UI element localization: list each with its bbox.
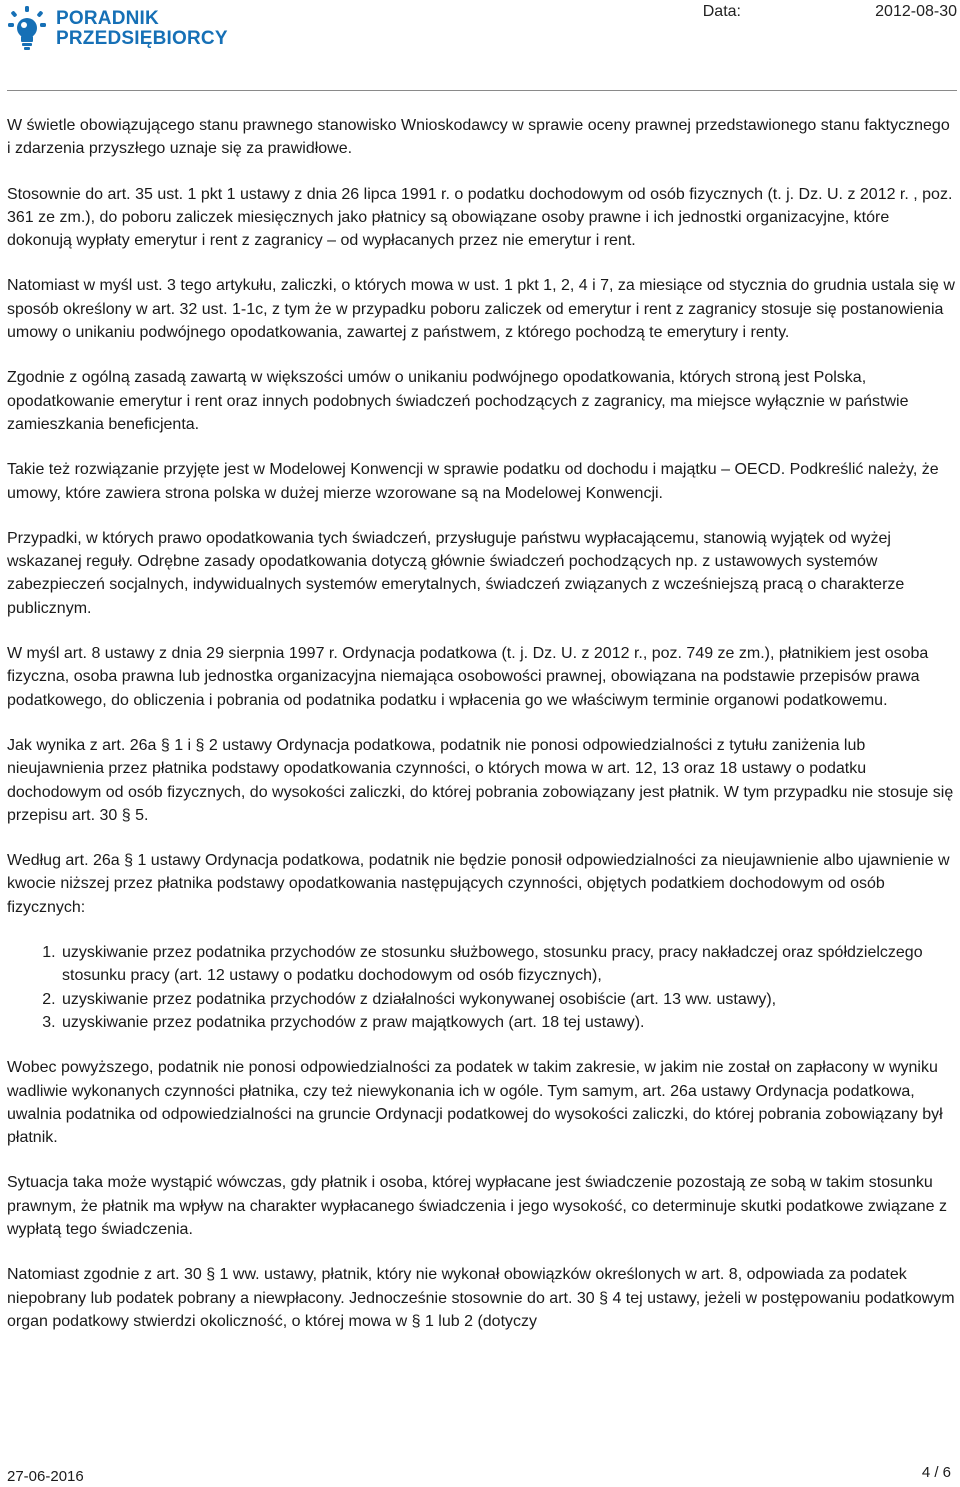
page-number: 4 / 6 <box>921 1464 951 1481</box>
logo-line-2: PRZEDSIĘBIORCY <box>56 28 228 49</box>
logo-text <box>56 9 228 49</box>
paragraph: Wobec powyższego, podatnik nie ponosi odpowiedzialności za podatek w takim zakresie, w jakim nie został on zapłacony w wyniku wadliwie wykonanych czynności płatnika, czy też niewykonania ich w ogóle. Tym samym, art. 26a ustawy Ordynacja podatkowa, uwalnia podatnika od odpowiedzialności na gruncie Ordynacji podatkowej do wysokości zaliczki, do której pobrania zobowiązany był płatnik. <box>7 1059 943 1147</box>
logo-line-1: PORADNIK <box>56 8 159 29</box>
paragraph: Przypadki, w których prawo opodatkowania tych świadczeń, przysługuje państwu wypłacającemu, stanowią wyjątek od wyżej wskazanej reguły. Odrębne zasady opodatkowania dotyczą głównie świadczeń pochodzących np. z ustawowych systemów zabezpieczeń socjalnych, indywidualnych systemów emerytalnych, świadczeń związanych z wcześniejszą pracą o charakterze publicznym. <box>7 529 905 617</box>
footer-date: 27-06-2016 <box>7 1468 84 1485</box>
document-body <box>7 114 957 1355</box>
lightbulb-icon <box>8 6 46 52</box>
paragraph: Według art. 26a § 1 ustawy Ordynacja podatkowa, podatnik nie będzie ponosił odpowiedzialności za nieujawnienie albo ujawnienie w kwocie niższej przez płatnika podstawy opodatkowania następujących czynności, objętych podatkiem dochodowym od osób fizycznych: <box>7 852 950 916</box>
paragraph: Zgodnie z ogólną zasadą zawartą w większości umów o unikaniu podwójnego opodatkowania, których stroną jest Polska, opodatkowanie emerytur i rent oraz innych podobnych świadczeń pochodzących z zagranicy, ma miejsce wyłącznie w państwie zamieszkania beneficjenta. <box>7 369 909 433</box>
paragraph: Stosownie do art. 35 ust. 1 pkt 1 ustawy z dnia 26 lipca 1991 r. o podatku dochodowym od osób fizycznych (t. j. Dz. U. z 2012 r. , poz. 361 ze zm.), do poboru zaliczek miesięcznych jako płatnicy są obowiązane osoby prawne i ich jednostki organizacyjne, które dokonują wypłaty emerytur i rent z zagranicy – od wypłacanych przez nie emerytur i rent. <box>7 185 953 250</box>
paragraph: Natomiast zgodnie z art. 30 § 1 ww. ustawy, płatnik, który nie wykonał obowiązków określonych w art. 8, odpowiada za podatek niepobrany lub podatek pobrany a niewpłacony. Jednocześnie stosownie do art. 30 § 4 tej ustawy, jeżeli w postępowaniu podatkowym organ podatkowy stwierdzi okoliczność, o której mowa w § 1 lub 2 (dotyczy <box>7 1266 955 1330</box>
date-label: Data: <box>702 3 741 20</box>
paragraph: W myśl art. 8 ustawy z dnia 29 sierpnia 1997 r. Ordynacja podatkowa (t. j. Dz. U. z 2012 r., poz. 749 ze zm.), płatnikiem jest osoba fizyczna, osoba prawna lub jednostka organizacyjna niemająca osobowości prawnej, obowiązana na podstawie przepisów prawa podatkowego, do obliczenia i pobrania od podatnika podatku i wpłacenia go we właściwym terminie organowi podatkowemu. <box>7 645 929 709</box>
paragraph: Takie też rozwiązanie przyjęte jest w Modelowej Konwencji w sprawie podatku od dochodu i majątku – OECD. Podkreślić należy, że umowy, które zawiera strona polska w dużej mierze wzorowane są na Modelowej Konwencji. <box>7 461 939 502</box>
date-value: 2012-08-30 <box>875 3 957 20</box>
list-item: 3. uzyskiwanie przez podatnika przychodów z praw majątkowych (art. 18 tej ustawy). <box>60 1011 957 1034</box>
numbered-list <box>7 941 957 1034</box>
logo[interactable] <box>8 6 228 52</box>
header-divider <box>7 90 957 91</box>
page-header <box>0 0 960 92</box>
list-item: 1. uzyskiwanie przez podatnika przychodów ze stosunku służbowego, stosunku pracy, pracy nakładczej oraz spółdzielczego stosunku pracy (art. 12 ustawy o podatku dochodowym od osób fizycznych), <box>60 941 957 988</box>
paragraph: Natomiast w myśl ust. 3 tego artykułu, zaliczki, o których mowa w ust. 1 pkt 1, 2, 4 i 7, za miesiące od stycznia do grudnia ustala się w sposób określony w art. 32 ust. 1-1c, z tym że w przypadku poboru zaliczek od emerytur i rent z zagranicy stosuje się postanowienia umowy o unikaniu podwójnego opodatkowania, zawartej z państwem, z którego pochodzą te emerytury i renty. <box>7 277 955 342</box>
list-item: 2. uzyskiwanie przez podatnika przychodów z działalności wykonywanej osobiście (art. 13 ww. ustawy), <box>60 988 957 1011</box>
paragraph: W świetle obowiązującego stanu prawnego stanowisko Wnioskodawcy w sprawie oceny prawnej przedstawionego stanu faktycznego i zdarzenia przyszłego uznaje się za prawidłowe. <box>7 117 950 158</box>
paragraph: Jak wynika z art. 26a § 1 i § 2 ustawy Ordynacja podatkowa, podatnik nie ponosi odpowiedzialności z tytułu zaniżenia lub nieujawnienia przez płatnika podstawy opodatkowania czynności, o których mowa w art. 12, 13 oraz 18 ustawy o podatku dochodowym od osób fizycznych, do wysokości zaliczki, do której pobrania zobowiązany jest płatnik. W tym przypadku nie stosuje się przepisu art. 30 § 5. <box>7 736 954 824</box>
paragraph: Sytuacja taka może wystąpić wówczas, gdy płatnik i osoba, której wypłacane jest świadczenie pozostają ze sobą w takim stosunku prawnym, że płatnik ma wpływ na charakter wypłacanego świadczenia i jego wysokość, co determinuje skutki podatkowe związane z wypłatą tego świadczenia. <box>7 1174 947 1238</box>
